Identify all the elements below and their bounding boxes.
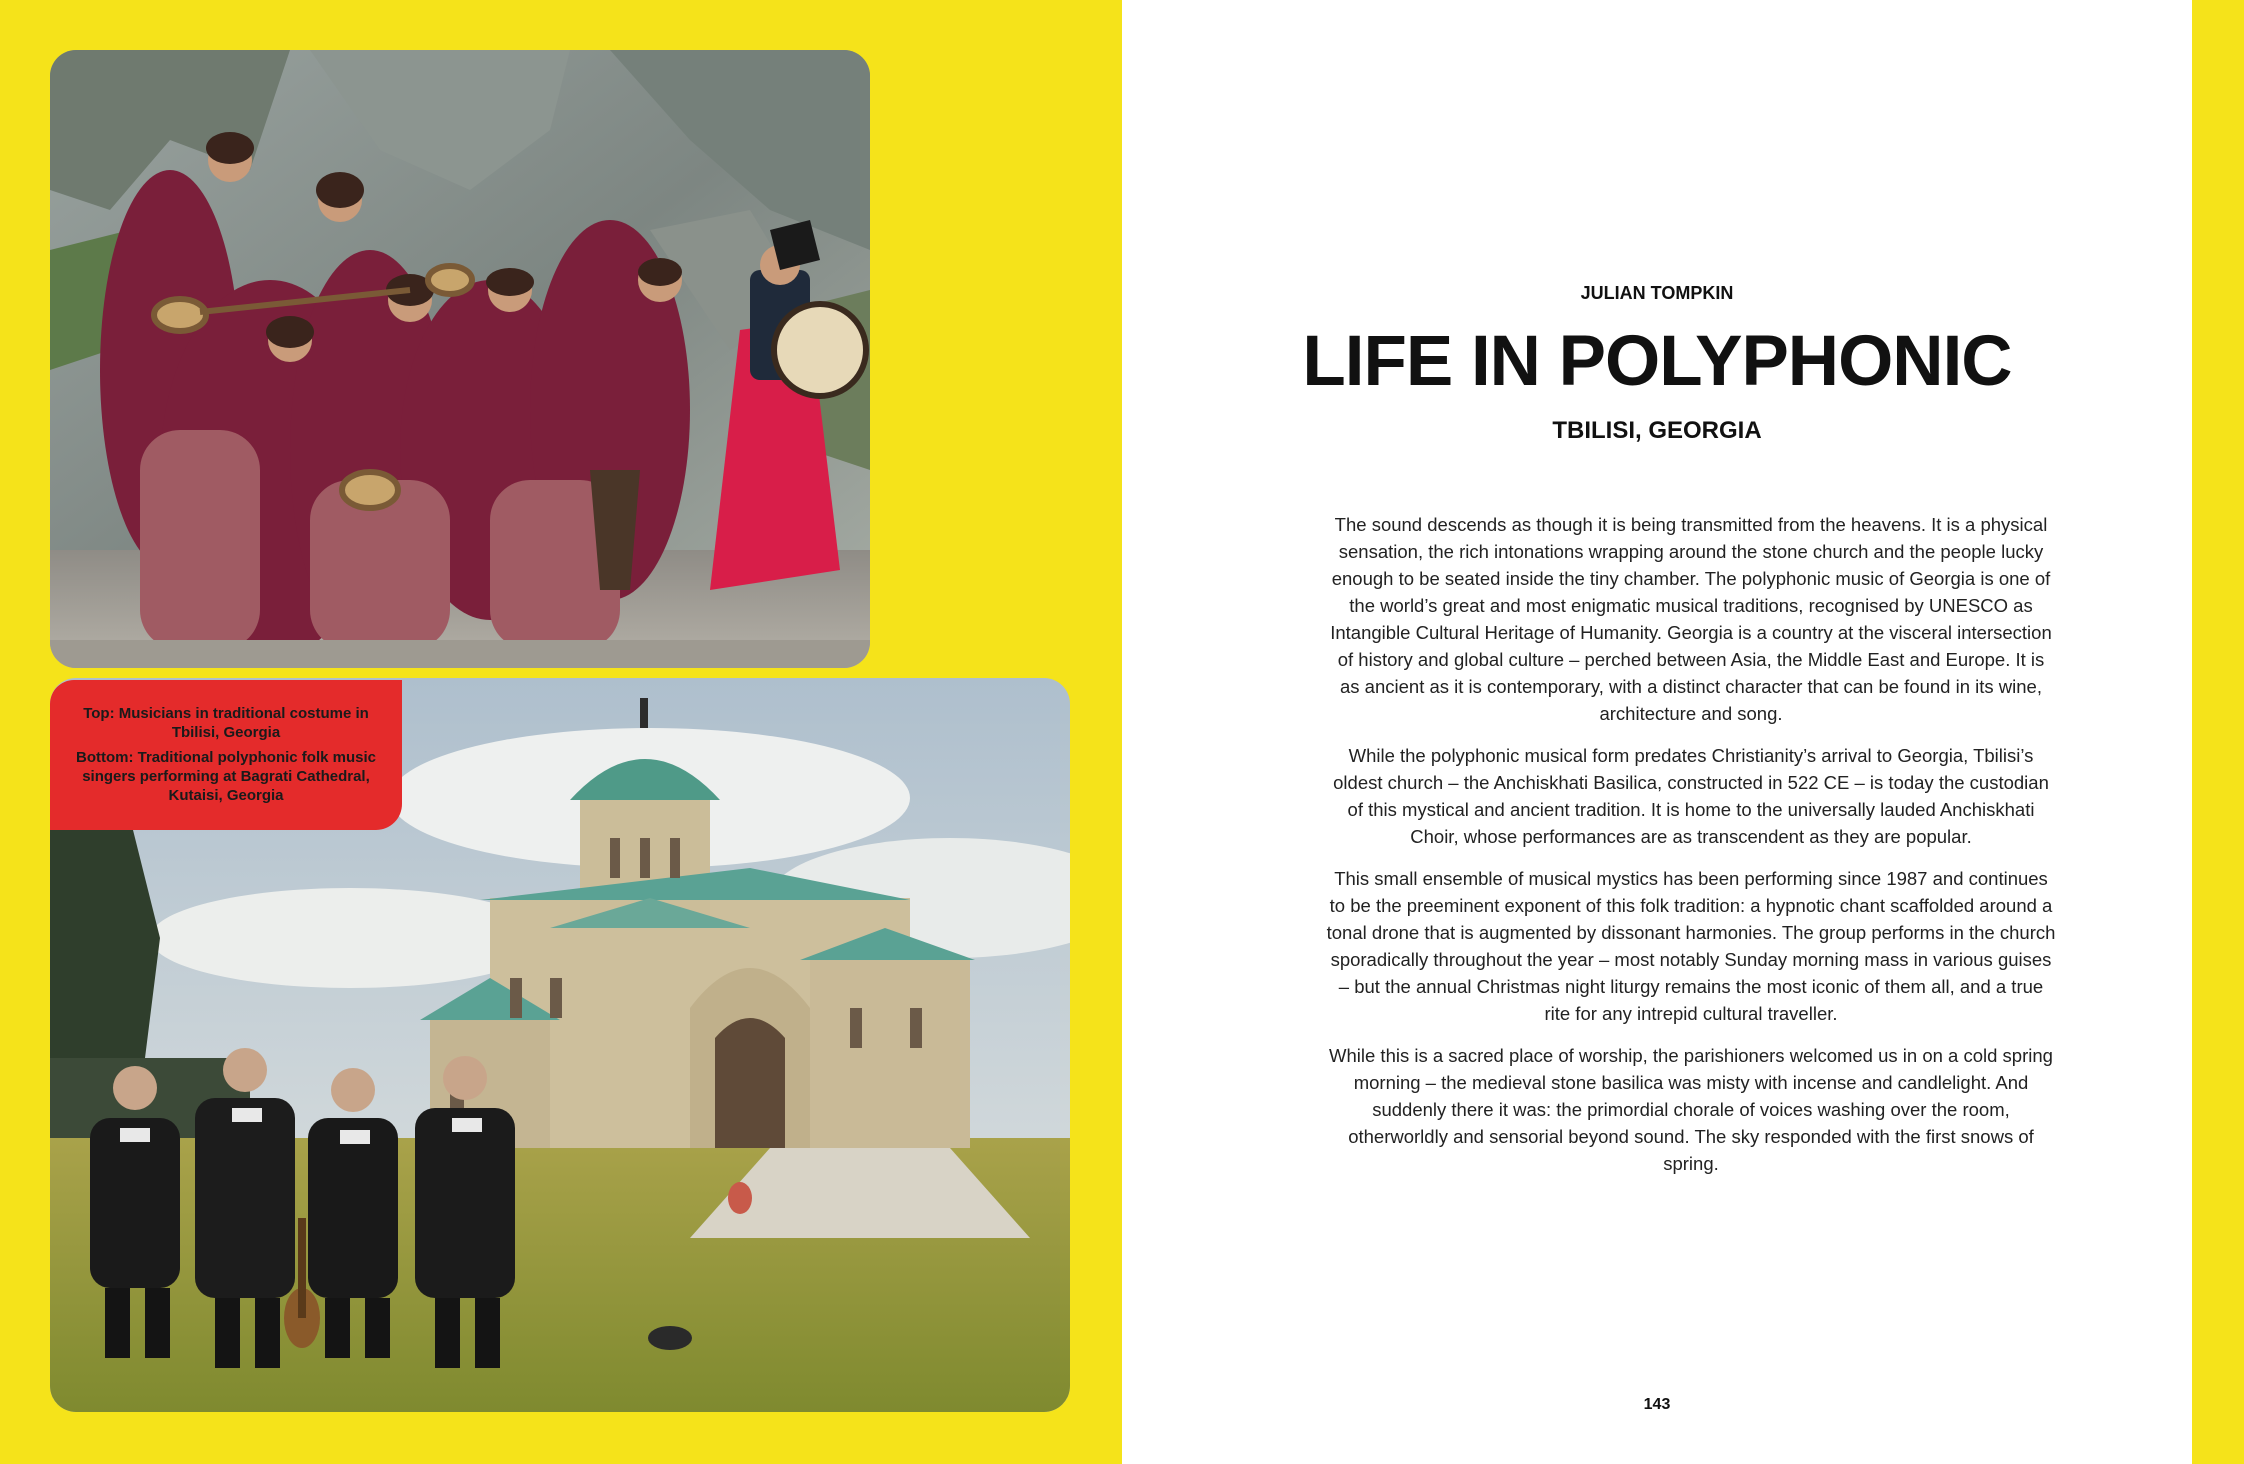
page-number: 143 [1643, 1396, 1671, 1413]
musicians-photo-illustration [50, 50, 870, 668]
paragraph-3: This small ensemble of musical mystics has been performing since 1987 and continues to be the preeminent exponent of this folk tradition: a hypnotic chant scaffolded around a tonal drone that is augmented by dissonant harmonies. The group performs in the church sporadically throughout the year – most notably Sunday morning mass in various guises – but the annual Christmas night liturgy remains the most iconic of them all, and a true rite for any intrepid cultural traveller. [1326, 868, 2056, 1024]
paragraph-4: While this is a sacred place of worship, the parishioners welcomed us in on a cold spring morning – the medieval stone basilica was misty with incense and candlelight. And suddenly there it was: the primordial chorale of voices washing over the room, otherworldly and sensorial beyond sound. The sky responded with the first snows of spring. [1329, 1045, 2053, 1174]
right-edge-strip [2192, 0, 2244, 1464]
right-page [1122, 0, 2192, 1464]
photo-caption [50, 680, 402, 830]
article-title: LIFE IN POLYPHONIC [1302, 322, 2012, 401]
caption-bottom: Bottom: Traditional polyphonic folk music singers performing at Bagrati Cathedral, Kutaisi, Georgia [75, 749, 376, 804]
caption-top: Top: Musicians in traditional costume in Tbilisi, Georgia [83, 705, 369, 741]
paragraph-1: The sound descends as though it is being transmitted from the heavens. It is a physical sensation, the rich intonations wrapping around the stone church and the people lucky enough to be seated inside the tiny chamber. The polyphonic music of Georgia is one of the world’s great and most enigmatic musical traditions, recognised by UNESCO as Intangible Cultural Heritage of Humanity. Georgia is a country at the visceral intersection of history and global culture – perched between Asia, the Middle East and Europe. It is as ancient as it is contemporary, with a distinct character that can be found in its wine, architecture and song. [1330, 514, 2052, 724]
article-location: TBILISI, GEORGIA [1552, 417, 1762, 444]
photo-musicians-tbilisi [50, 50, 870, 668]
article-body [1326, 511, 2056, 1192]
author-byline: JULIAN TOMPKIN [1580, 283, 1734, 303]
paragraph-2: While the polyphonic musical form predates Christianity’s arrival to Georgia, Tbilisi’s oldest church – the Anchiskhati Basilica, constructed in 522 CE – is today the custodian of this mystical and ancient tradition. It is home to the universally lauded Anchiskhati Choir, whose performances are as transcendent as they are popular. [1333, 745, 2049, 847]
